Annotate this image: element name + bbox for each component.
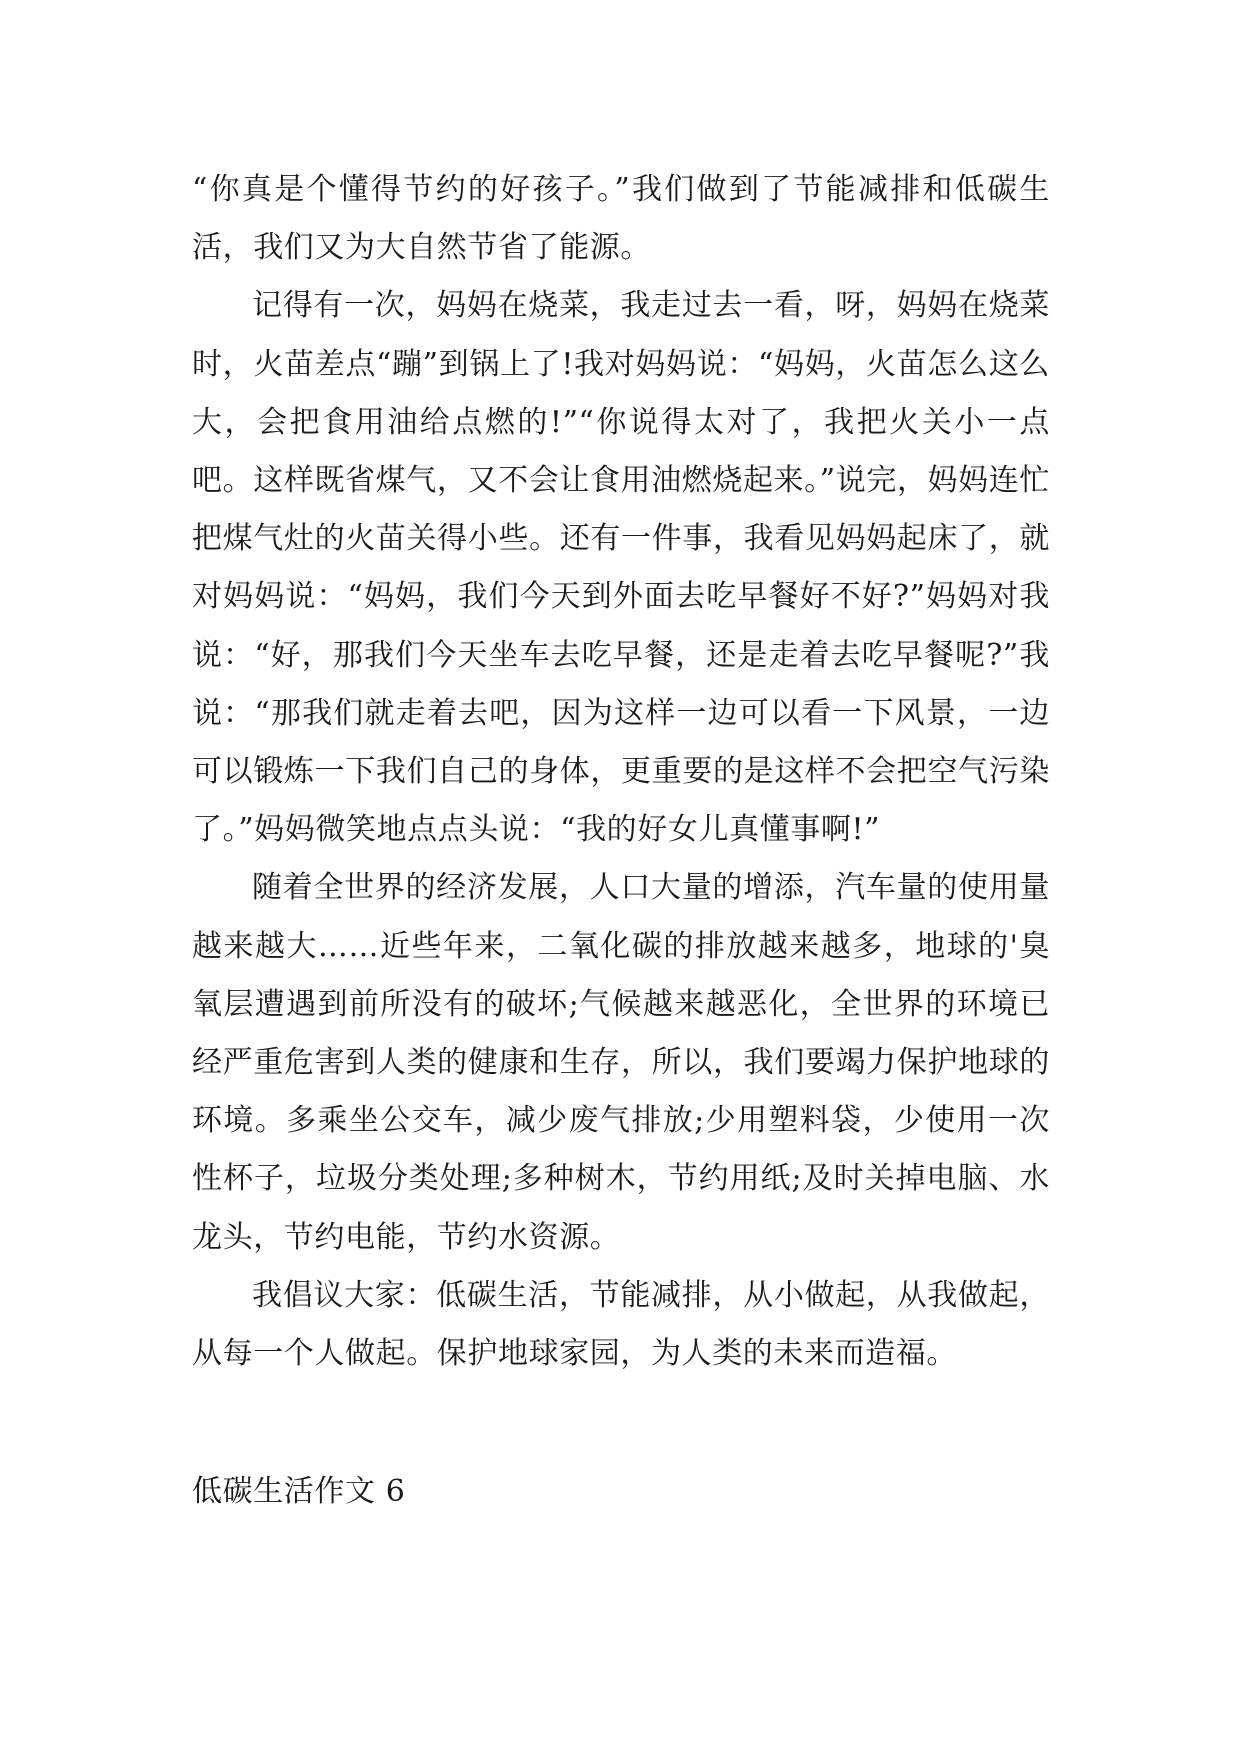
document-body <box>192 161 1050 1383</box>
body-paragraph-3: 随着全世界的经济发展，人口大量的增添，汽车量的使用量越来越大……近些年来，二氧化碳的排放越来越多，地球的'臭氧层遭遇到前所没有的破坏;气候越来越恶化，全世界的环境已经严重危害到人类的健康和生存，所以，我们要竭力保护地球的环境。多乘坐公交车，减少废气排放;少用塑料袋，少使用一次性杯子，垃圾分类处理;多种树木，节约用纸;及时关掉电脑、水龙头，节约电能，节约水资源。 <box>192 870 1050 1255</box>
section-heading: 低碳生活作文 6 <box>192 1474 406 1509</box>
body-paragraph-1: “你真是个懂得节约的好孩子。”我们做到了节能减排和低碳生活，我们又为大自然节省了能源。 <box>192 172 1050 266</box>
body-paragraph-4: 我倡议大家：低碳生活，节能减排，从小做起，从我做起，从每一个人做起。保护地球家园，为人类的未来而造福。 <box>192 1277 1050 1372</box>
body-paragraph-2: 记得有一次，妈妈在烧菜，我走过去一看，呀，妈妈在烧菜时，火苗差点“蹦”到锅上了!我对妈妈说：“妈妈，火苗怎么这么大，会把食用油给点燃的!”“你说得太对了，我把火关小一点吧。这样既省煤气，又不会让食用油燃烧起来。”说完，妈妈连忙把煤气灶的火苗关得小些。还有一件事，我看见妈妈起床了，就对妈妈说：“妈妈，我们今天到外面去吃早餐好不好?”妈妈对我说：“好，那我们今天坐车去吃早餐，还是走着去吃早餐呢?”我说：“那我们就走着去吧，因为这样一边可以看一下风景，一边可以锻炼一下我们自己的身体，更重要的是这样不会把空气污染了。”妈妈微笑地点点头说：“我的好女儿真懂事啊!” <box>192 288 1050 848</box>
